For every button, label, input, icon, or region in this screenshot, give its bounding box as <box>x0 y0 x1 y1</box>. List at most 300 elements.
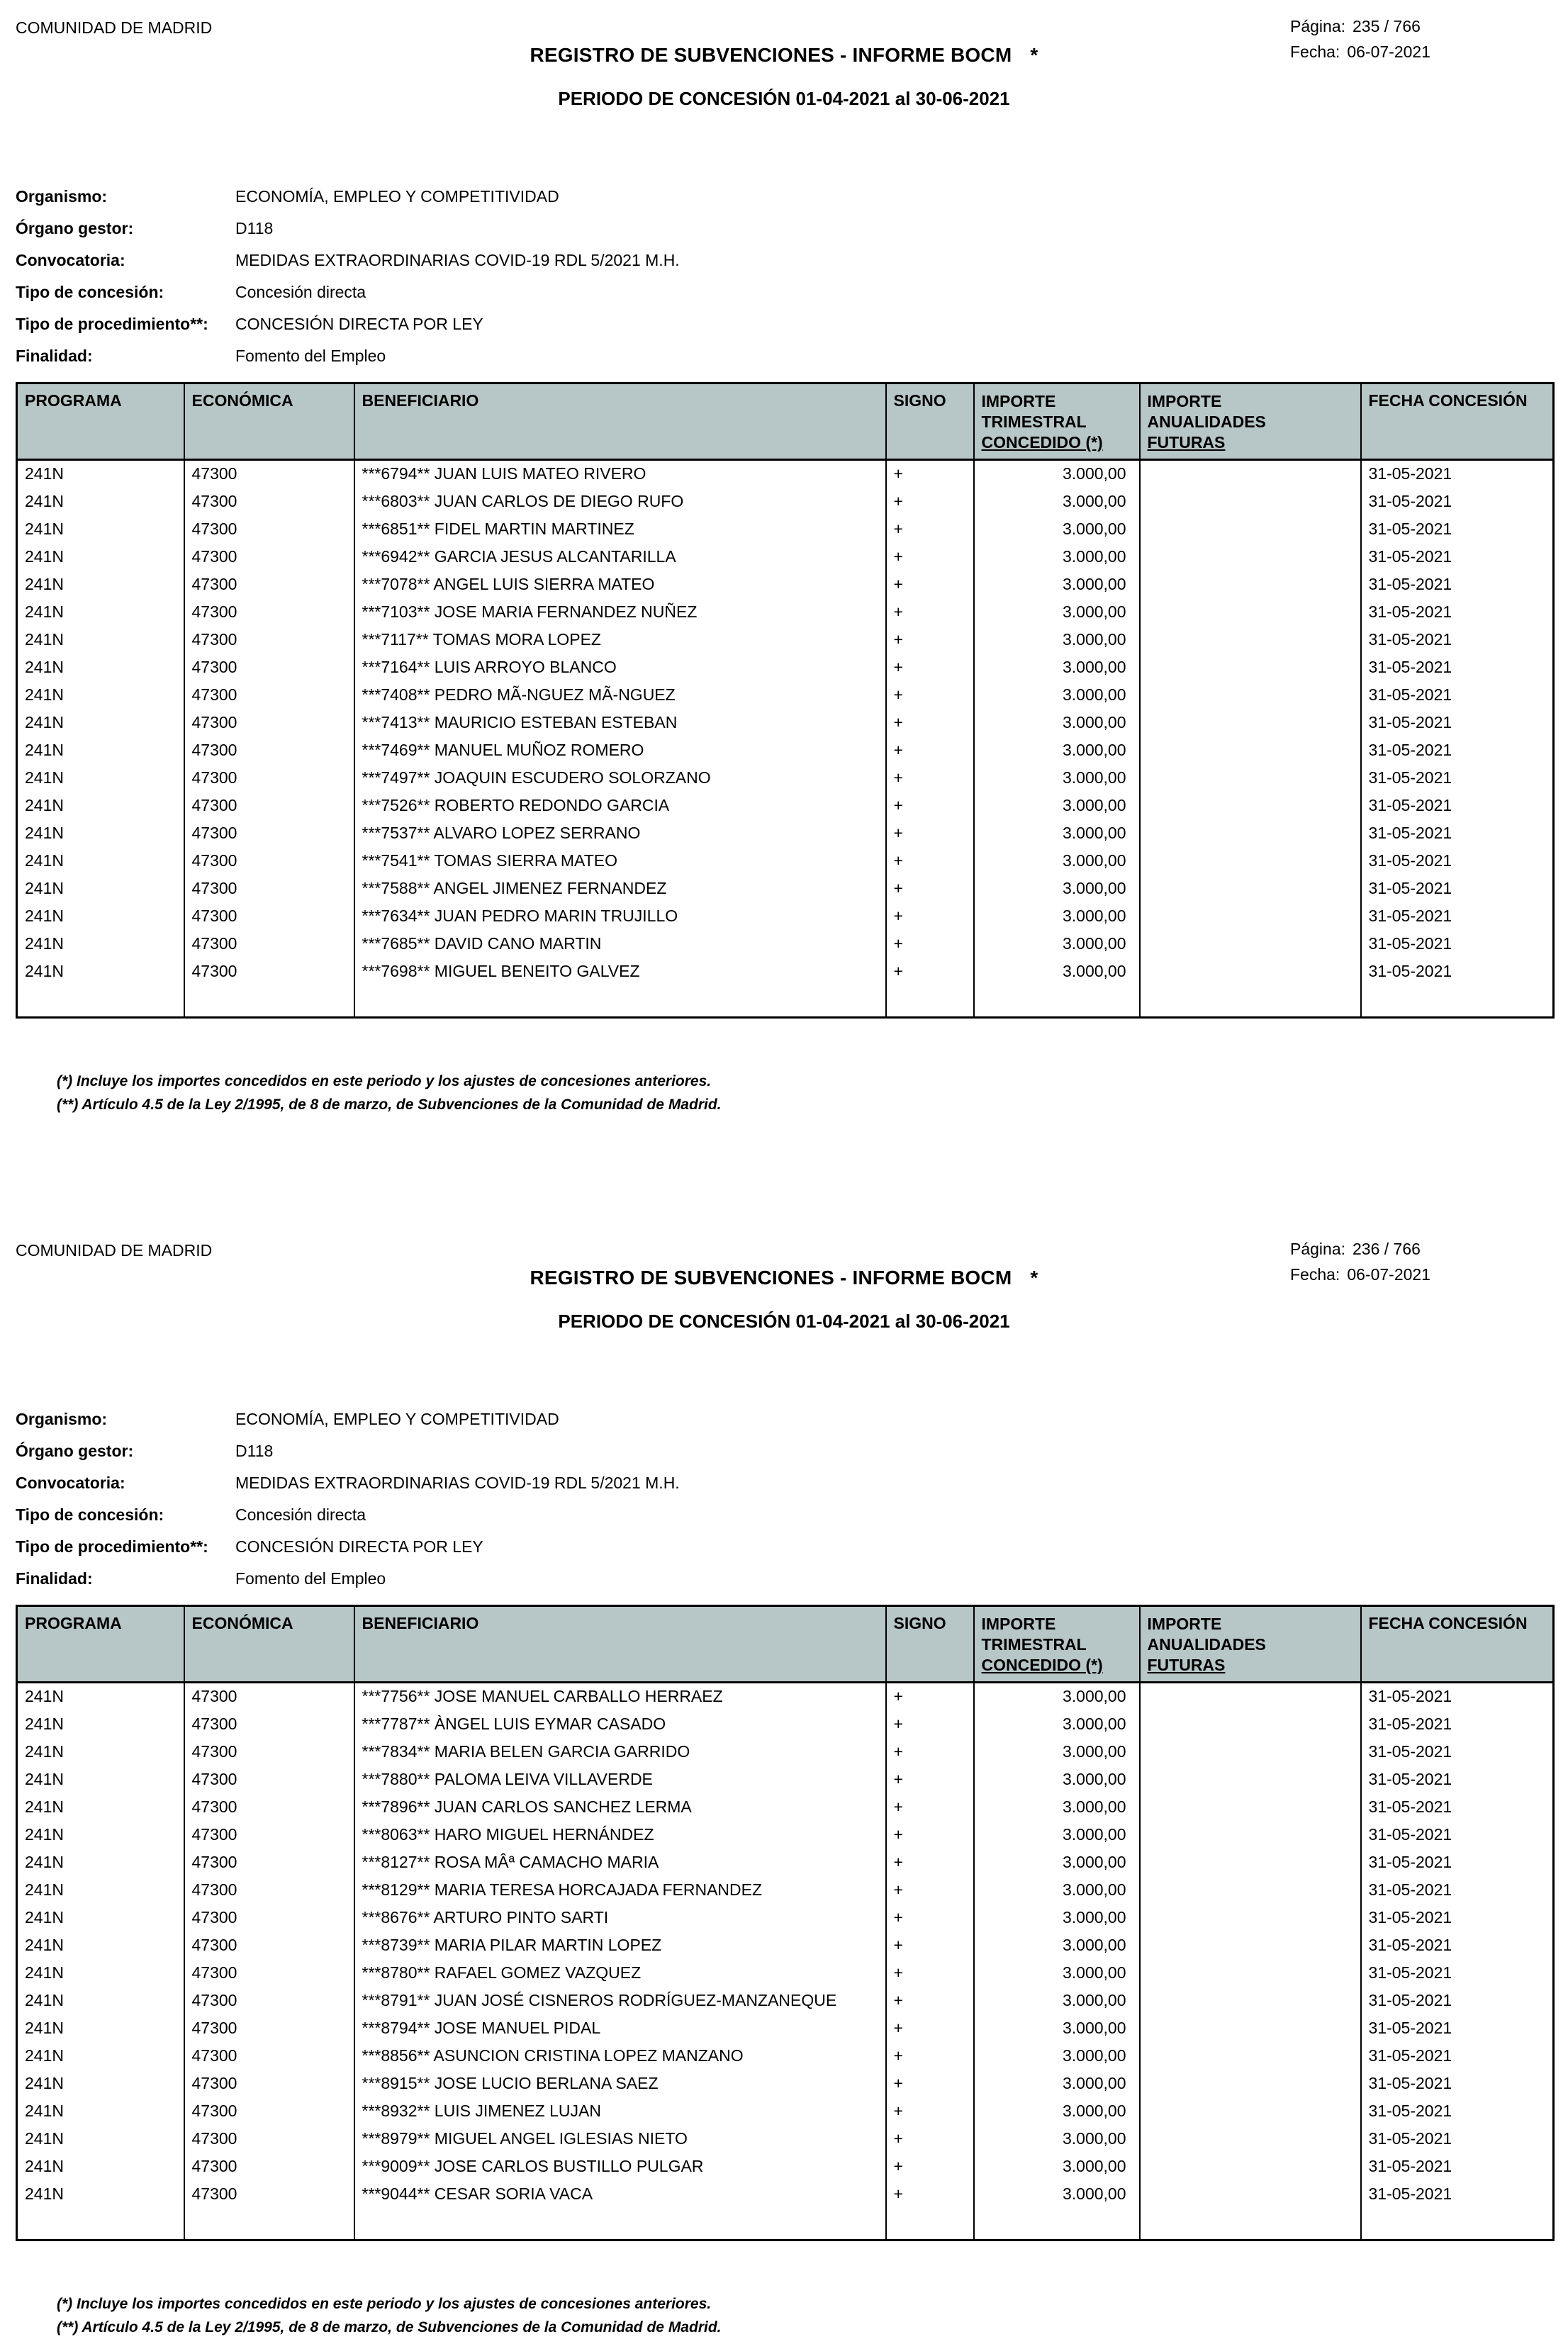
meta-row <box>16 1563 1552 1595</box>
cell-importe-anualidades <box>1140 515 1361 543</box>
cell-importe-anualidades <box>1140 2125 1361 2153</box>
cell-importe-anualidades <box>1140 2097 1361 2125</box>
cell-beneficiario: ***8127** ROSA MÂª CAMACHO MARIA <box>354 1849 886 1876</box>
grant-row <box>17 571 1554 598</box>
grant-row <box>17 1931 1554 1959</box>
meta-label: Finalidad: <box>16 347 93 365</box>
cell-beneficiario: ***7634** JUAN PEDRO MARIN TRUJILLO <box>354 902 886 930</box>
grant-row <box>17 736 1554 764</box>
cell-beneficiario: ***7526** ROBERTO REDONDO GARCIA <box>354 792 886 819</box>
cell-beneficiario: ***7078** ANGEL LUIS SIERRA MATEO <box>354 571 886 598</box>
meta-row <box>16 1467 1552 1499</box>
cell-importe-anualidades <box>1140 792 1361 819</box>
cell-programa: 241N <box>25 685 64 704</box>
cell-beneficiario: ***6851** FIDEL MARTIN MARTINEZ <box>354 515 886 543</box>
grant-row <box>17 681 1554 709</box>
cell-fecha-concesion: 31-05-2021 <box>1361 626 1554 654</box>
cell-signo: + <box>886 958 974 985</box>
entity-name: COMUNIDAD DE MADRID <box>16 1241 213 1260</box>
cell-importe-trimestral: 3.000,00 <box>974 515 1140 543</box>
col-importe-trimestral: IMPORTE TRIMESTRAL CONCEDIDO (*) <box>974 1606 1140 1683</box>
cell-economica: 47300 <box>184 2125 354 2153</box>
cell-fecha-concesion: 31-05-2021 <box>1361 875 1554 902</box>
cell-fecha-concesion: 31-05-2021 <box>1361 571 1554 598</box>
page-number-label: Página: <box>1290 17 1346 35</box>
cell-importe-trimestral: 3.000,00 <box>974 626 1140 654</box>
cell-programa: 241N <box>25 546 64 566</box>
grant-row <box>17 488 1554 515</box>
report-title <box>320 44 1248 67</box>
cell-beneficiario: ***8856** ASUNCION CRISTINA LOPEZ MANZANO <box>354 2042 886 2070</box>
table-header-row <box>17 1606 1554 1683</box>
cell-beneficiario: ***7537** ALVARO LOPEZ SERRANO <box>354 819 886 847</box>
cell-programa: 241N <box>25 1880 64 1899</box>
cell-fecha-concesion: 31-05-2021 <box>1361 819 1554 847</box>
cell-programa: 241N <box>25 933 64 953</box>
cell-importe-trimestral: 3.000,00 <box>974 2070 1140 2097</box>
cell-economica: 47300 <box>184 792 354 819</box>
date-value: 06-07-2021 <box>1347 1265 1430 1284</box>
cell-importe-trimestral: 3.000,00 <box>974 792 1140 819</box>
cell-importe-anualidades <box>1140 2070 1361 2097</box>
grant-row <box>17 460 1554 488</box>
report-title-text: REGISTRO DE SUBVENCIONES - INFORME BOCM <box>530 1267 1012 1289</box>
meta-label: Finalidad: <box>16 1569 93 1588</box>
cell-economica: 47300 <box>184 1766 354 1793</box>
cell-beneficiario: ***9044** CESAR SORIA VACA <box>354 2180 886 2208</box>
cell-fecha-concesion: 31-05-2021 <box>1361 1931 1554 1959</box>
cell-economica: 47300 <box>184 930 354 958</box>
table-filler-row <box>17 985 1554 1018</box>
cell-economica: 47300 <box>184 819 354 847</box>
footnote-2: (**) Artículo 4.5 de la Ley 2/1995, de 8 de marzo, de Subvenciones de la Comunidad de Madrid. <box>57 1096 722 1113</box>
grant-row <box>17 847 1554 875</box>
cell-beneficiario: ***7413** MAURICIO ESTEBAN ESTEBAN <box>354 709 886 736</box>
cell-programa: 241N <box>25 1797 64 1816</box>
cell-fecha-concesion: 31-05-2021 <box>1361 792 1554 819</box>
cell-importe-anualidades <box>1140 764 1361 792</box>
cell-fecha-concesion: 31-05-2021 <box>1361 764 1554 792</box>
cell-beneficiario: ***7588** ANGEL JIMENEZ FERNANDEZ <box>354 875 886 902</box>
cell-fecha-concesion: 31-05-2021 <box>1361 488 1554 515</box>
cell-signo: + <box>886 1821 974 1849</box>
cell-importe-trimestral: 3.000,00 <box>974 764 1140 792</box>
cell-beneficiario: ***9009** JOSE CARLOS BUSTILLO PULGAR <box>354 2153 886 2180</box>
cell-economica: 47300 <box>184 681 354 709</box>
grant-row <box>17 1904 1554 1931</box>
cell-economica: 47300 <box>184 1904 354 1931</box>
cell-importe-anualidades <box>1140 626 1361 654</box>
cell-fecha-concesion: 31-05-2021 <box>1361 2153 1554 2180</box>
cell-fecha-concesion: 31-05-2021 <box>1361 598 1554 626</box>
report-page <box>0 0 1568 1116</box>
cell-importe-anualidades <box>1140 1904 1361 1931</box>
cell-economica: 47300 <box>184 460 354 488</box>
cell-programa: 241N <box>25 1741 64 1761</box>
meta-label: Tipo de procedimiento**: <box>16 1537 208 1556</box>
cell-beneficiario: ***8791** JUAN JOSÉ CISNEROS RODRÍGUEZ-MANZANEQUE <box>354 1987 886 2014</box>
cell-economica: 47300 <box>184 515 354 543</box>
grant-row <box>17 1959 1554 1987</box>
cell-signo: + <box>886 819 974 847</box>
cell-economica: 47300 <box>184 1683 354 1710</box>
cell-beneficiario: ***7787** ÀNGEL LUIS EYMAR CASADO <box>354 1710 886 1738</box>
report-page <box>0 1223 1568 2339</box>
cell-signo: + <box>886 571 974 598</box>
cell-importe-trimestral: 3.000,00 <box>974 1904 1140 1931</box>
grant-row <box>17 1987 1554 2014</box>
cell-importe-anualidades <box>1140 902 1361 930</box>
meta-value: Concesión directa <box>235 283 366 301</box>
cell-importe-trimestral: 3.000,00 <box>974 736 1140 764</box>
cell-signo: + <box>886 1987 974 2014</box>
report-title <box>320 1267 1248 1289</box>
cell-importe-trimestral: 3.000,00 <box>974 1876 1140 1904</box>
grant-row <box>17 1683 1554 1710</box>
col-signo: SIGNO <box>886 1606 974 1683</box>
grant-row <box>17 1738 1554 1766</box>
title-block <box>320 1238 1248 1333</box>
meta-value: Fomento del Empleo <box>235 347 386 365</box>
cell-beneficiario: ***8979** MIGUEL ANGEL IGLESIAS NIETO <box>354 2125 886 2153</box>
grant-row <box>17 764 1554 792</box>
cell-economica: 47300 <box>184 1876 354 1904</box>
cell-economica: 47300 <box>184 875 354 902</box>
page-number-value: 235 / 766 <box>1353 17 1421 35</box>
cell-programa: 241N <box>25 464 64 483</box>
meta-label: Tipo de concesión: <box>16 283 164 301</box>
cell-economica: 47300 <box>184 902 354 930</box>
grant-row <box>17 626 1554 654</box>
cell-importe-anualidades <box>1140 488 1361 515</box>
cell-beneficiario: ***8780** RAFAEL GOMEZ VAZQUEZ <box>354 1959 886 1987</box>
cell-importe-anualidades <box>1140 847 1361 875</box>
cell-economica: 47300 <box>184 598 354 626</box>
cell-programa: 241N <box>25 823 64 842</box>
col-fecha-concesion: FECHA CONCESIÓN <box>1361 383 1554 460</box>
meta-value: D118 <box>235 1442 274 1460</box>
cell-beneficiario: ***8915** JOSE LUCIO BERLANA SAEZ <box>354 2070 886 2097</box>
cell-beneficiario: ***7896** JUAN CARLOS SANCHEZ LERMA <box>354 1793 886 1821</box>
footnotes <box>57 1070 1552 1116</box>
footnote-1: (*) Incluye los importes concedidos en este periodo y los ajustes de concesiones anteriores. <box>57 1073 712 1089</box>
grant-row <box>17 598 1554 626</box>
grant-row <box>17 2180 1554 2208</box>
cell-programa: 241N <box>25 740 64 759</box>
cell-beneficiario: ***7685** DAVID CANO MARTIN <box>354 930 886 958</box>
cell-importe-trimestral: 3.000,00 <box>974 930 1140 958</box>
cell-economica: 47300 <box>184 736 354 764</box>
col-importe-anualidades: IMPORTE ANUALIDADES FUTURAS <box>1140 383 1361 460</box>
cell-importe-anualidades <box>1140 1710 1361 1738</box>
cell-signo: + <box>886 2180 974 2208</box>
cell-signo: + <box>886 709 974 736</box>
meta-row <box>16 245 1552 276</box>
cell-signo: + <box>886 764 974 792</box>
cell-programa: 241N <box>25 1687 64 1706</box>
cell-signo: + <box>886 2070 974 2097</box>
cell-fecha-concesion: 31-05-2021 <box>1361 460 1554 488</box>
page-header <box>16 0 1552 110</box>
cell-importe-trimestral: 3.000,00 <box>974 709 1140 736</box>
cell-signo: + <box>886 654 974 681</box>
meta-row <box>16 308 1552 340</box>
cell-economica: 47300 <box>184 2042 354 2070</box>
cell-importe-anualidades <box>1140 1931 1361 1959</box>
cell-beneficiario: ***7834** MARIA BELEN GARCIA GARRIDO <box>354 1738 886 1766</box>
cell-importe-trimestral: 3.000,00 <box>974 847 1140 875</box>
cell-fecha-concesion: 31-05-2021 <box>1361 1738 1554 1766</box>
cell-fecha-concesion: 31-05-2021 <box>1361 2042 1554 2070</box>
cell-importe-trimestral: 3.000,00 <box>974 1821 1140 1849</box>
report-title-text: REGISTRO DE SUBVENCIONES - INFORME BOCM <box>530 44 1012 66</box>
grant-row <box>17 515 1554 543</box>
cell-programa: 241N <box>25 2128 64 2148</box>
cell-signo: + <box>886 847 974 875</box>
cell-importe-anualidades <box>1140 1766 1361 1793</box>
cell-economica: 47300 <box>184 847 354 875</box>
cell-signo: + <box>886 1766 974 1793</box>
cell-beneficiario: ***7469** MANUEL MUÑOZ ROMERO <box>354 736 886 764</box>
cell-importe-trimestral: 3.000,00 <box>974 543 1140 571</box>
cell-signo: + <box>886 875 974 902</box>
cell-signo: + <box>886 1959 974 1987</box>
cell-beneficiario: ***8932** LUIS JIMENEZ LUJAN <box>354 2097 886 2125</box>
cell-signo: + <box>886 1904 974 1931</box>
meta-value: CONCESIÓN DIRECTA POR LEY <box>235 1537 483 1556</box>
col-economica: ECONÓMICA <box>184 1606 354 1683</box>
meta-row <box>16 276 1552 308</box>
cell-economica: 47300 <box>184 1793 354 1821</box>
cell-fecha-concesion: 31-05-2021 <box>1361 1876 1554 1904</box>
cell-importe-anualidades <box>1140 875 1361 902</box>
meta-label: Convocatoria: <box>16 1474 125 1492</box>
grant-row <box>17 930 1554 958</box>
cell-fecha-concesion: 31-05-2021 <box>1361 847 1554 875</box>
meta-label: Organismo: <box>16 187 108 206</box>
grant-row <box>17 1710 1554 1738</box>
cell-fecha-concesion: 31-05-2021 <box>1361 543 1554 571</box>
cell-programa: 241N <box>25 1852 64 1871</box>
cell-importe-trimestral: 3.000,00 <box>974 1766 1140 1793</box>
cell-signo: + <box>886 930 974 958</box>
cell-importe-trimestral: 3.000,00 <box>974 681 1140 709</box>
grant-row <box>17 875 1554 902</box>
cell-programa: 241N <box>25 1990 64 2009</box>
col-programa: PROGRAMA <box>17 1606 184 1683</box>
cell-fecha-concesion: 31-05-2021 <box>1361 1959 1554 1987</box>
cell-beneficiario: ***8063** HARO MIGUEL HERNÁNDEZ <box>354 1821 886 1849</box>
cell-fecha-concesion: 31-05-2021 <box>1361 1683 1554 1710</box>
cell-signo: + <box>886 1683 974 1710</box>
cell-fecha-concesion: 31-05-2021 <box>1361 1987 1554 2014</box>
cell-programa: 241N <box>25 795 64 814</box>
title-asterisk: * <box>1030 1267 1038 1289</box>
cell-importe-anualidades <box>1140 2042 1361 2070</box>
cell-importe-anualidades <box>1140 709 1361 736</box>
report-subtitle: PERIODO DE CONCESIÓN 01-04-2021 al 30-06-2021 <box>558 88 1010 109</box>
cell-importe-trimestral: 3.000,00 <box>974 2180 1140 2208</box>
title-asterisk: * <box>1030 44 1038 66</box>
entity-name: COMUNIDAD DE MADRID <box>16 18 213 37</box>
report-subtitle: PERIODO DE CONCESIÓN 01-04-2021 al 30-06-2021 <box>558 1311 1010 1332</box>
cell-beneficiario: ***7408** PEDRO MÃ-NGUEZ MÃ-NGUEZ <box>354 681 886 709</box>
cell-beneficiario: ***6794** JUAN LUIS MATEO RIVERO <box>354 460 886 488</box>
col-importe-trimestral: IMPORTE TRIMESTRAL CONCEDIDO (*) <box>974 383 1140 460</box>
grants-table <box>16 1605 1555 2241</box>
grant-row <box>17 902 1554 930</box>
cell-importe-anualidades <box>1140 681 1361 709</box>
grant-row <box>17 958 1554 985</box>
cell-beneficiario: ***7164** LUIS ARROYO BLANCO <box>354 654 886 681</box>
cell-importe-anualidades <box>1140 543 1361 571</box>
cell-importe-anualidades <box>1140 1849 1361 1876</box>
footnote-2: (**) Artículo 4.5 de la Ley 2/1995, de 8 de marzo, de Subvenciones de la Comunidad de Madrid. <box>57 2319 722 2335</box>
cell-fecha-concesion: 31-05-2021 <box>1361 681 1554 709</box>
page-number-value: 236 / 766 <box>1353 1240 1421 1258</box>
cell-importe-trimestral: 3.000,00 <box>974 2125 1140 2153</box>
cell-importe-trimestral: 3.000,00 <box>974 1959 1140 1987</box>
cell-importe-trimestral: 3.000,00 <box>974 1793 1140 1821</box>
cell-fecha-concesion: 31-05-2021 <box>1361 2070 1554 2097</box>
cell-economica: 47300 <box>184 2097 354 2125</box>
cell-programa: 241N <box>25 519 64 538</box>
cell-signo: + <box>886 2014 974 2042</box>
cell-economica: 47300 <box>184 764 354 792</box>
cell-programa: 241N <box>25 1935 64 1954</box>
cell-fecha-concesion: 31-05-2021 <box>1361 709 1554 736</box>
cell-signo: + <box>886 2042 974 2070</box>
footnotes <box>57 2292 1552 2339</box>
col-fecha-concesion: FECHA CONCESIÓN <box>1361 1606 1554 1683</box>
cell-programa: 241N <box>25 2046 64 2065</box>
meta-value: Fomento del Empleo <box>235 1569 386 1588</box>
meta-row <box>16 340 1552 372</box>
cell-importe-trimestral: 3.000,00 <box>974 958 1140 985</box>
cell-programa: 241N <box>25 2101 64 2120</box>
page-info <box>1248 16 1552 68</box>
cell-programa: 241N <box>25 491 64 510</box>
cell-importe-anualidades <box>1140 2180 1361 2208</box>
cell-importe-trimestral: 3.000,00 <box>974 1683 1140 1710</box>
cell-importe-anualidades <box>1140 1738 1361 1766</box>
table-filler-row <box>17 2208 1554 2240</box>
grant-row <box>17 2097 1554 2125</box>
cell-fecha-concesion: 31-05-2021 <box>1361 1710 1554 1738</box>
cell-signo: + <box>886 902 974 930</box>
cell-importe-anualidades <box>1140 1987 1361 2014</box>
cell-programa: 241N <box>25 2018 64 2037</box>
grant-row <box>17 543 1554 571</box>
page-number-label: Página: <box>1290 1240 1346 1258</box>
cell-economica: 47300 <box>184 1849 354 1876</box>
cell-fecha-concesion: 31-05-2021 <box>1361 2180 1554 2208</box>
meta-value: D118 <box>235 219 274 237</box>
cell-beneficiario: ***7541** TOMAS SIERRA MATEO <box>354 847 886 875</box>
cell-programa: 241N <box>25 1714 64 1733</box>
meta-row <box>16 213 1552 245</box>
cell-programa: 241N <box>25 2073 64 2092</box>
cell-programa: 241N <box>25 1824 64 1844</box>
cell-programa: 241N <box>25 602 64 621</box>
page-info <box>1248 1238 1552 1291</box>
cell-signo: + <box>886 2097 974 2125</box>
cell-economica: 47300 <box>184 626 354 654</box>
grants-table <box>16 382 1555 1019</box>
grant-row <box>17 2070 1554 2097</box>
cell-importe-anualidades <box>1140 736 1361 764</box>
meta-label: Órgano gestor: <box>16 1442 134 1460</box>
cell-programa: 241N <box>25 1769 64 1788</box>
cell-importe-trimestral: 3.000,00 <box>974 875 1140 902</box>
cell-importe-trimestral: 3.000,00 <box>974 902 1140 930</box>
cell-importe-anualidades <box>1140 571 1361 598</box>
grant-row <box>17 2042 1554 2070</box>
cell-economica: 47300 <box>184 488 354 515</box>
cell-beneficiario: ***6942** GARCIA JESUS ALCANTARILLA <box>354 543 886 571</box>
meta-label: Tipo de concesión: <box>16 1505 164 1524</box>
cell-signo: + <box>886 792 974 819</box>
cell-fecha-concesion: 31-05-2021 <box>1361 736 1554 764</box>
cell-importe-trimestral: 3.000,00 <box>974 488 1140 515</box>
col-beneficiario: BENEFICIARIO <box>354 1606 886 1683</box>
date-value: 06-07-2021 <box>1347 43 1430 61</box>
cell-fecha-concesion: 31-05-2021 <box>1361 2097 1554 2125</box>
meta-value: ECONOMÍA, EMPLEO Y COMPETITIVIDAD <box>235 187 559 206</box>
meta-label: Tipo de procedimiento**: <box>16 315 208 333</box>
cell-beneficiario: ***7698** MIGUEL BENEITO GALVEZ <box>354 958 886 985</box>
cell-fecha-concesion: 31-05-2021 <box>1361 902 1554 930</box>
cell-importe-trimestral: 3.000,00 <box>974 654 1140 681</box>
cell-importe-anualidades <box>1140 2014 1361 2042</box>
col-economica: ECONÓMICA <box>184 383 354 460</box>
cell-economica: 47300 <box>184 709 354 736</box>
grant-row <box>17 654 1554 681</box>
meta-row <box>16 1435 1552 1467</box>
cell-signo: + <box>886 736 974 764</box>
cell-fecha-concesion: 31-05-2021 <box>1361 1766 1554 1793</box>
cell-programa: 241N <box>25 2184 64 2203</box>
cell-beneficiario: ***8739** MARIA PILAR MARTIN LOPEZ <box>354 1931 886 1959</box>
cell-programa: 241N <box>25 712 64 731</box>
cell-signo: + <box>886 2125 974 2153</box>
cell-importe-anualidades <box>1140 1683 1361 1710</box>
cell-signo: + <box>886 2153 974 2180</box>
cell-economica: 47300 <box>184 2070 354 2097</box>
cell-importe-trimestral: 3.000,00 <box>974 2097 1140 2125</box>
cell-fecha-concesion: 31-05-2021 <box>1361 2125 1554 2153</box>
cell-fecha-concesion: 31-05-2021 <box>1361 930 1554 958</box>
cell-importe-anualidades <box>1140 930 1361 958</box>
cell-beneficiario: ***8794** JOSE MANUEL PIDAL <box>354 2014 886 2042</box>
cell-beneficiario: ***6803** JUAN CARLOS DE DIEGO RUFO <box>354 488 886 515</box>
cell-signo: + <box>886 681 974 709</box>
date-label: Fecha: <box>1290 1265 1340 1284</box>
cell-importe-trimestral: 3.000,00 <box>974 1931 1140 1959</box>
col-programa: PROGRAMA <box>17 383 184 460</box>
meta-value: CONCESIÓN DIRECTA POR LEY <box>235 315 483 333</box>
cell-importe-trimestral: 3.000,00 <box>974 1738 1140 1766</box>
cell-economica: 47300 <box>184 2180 354 2208</box>
cell-importe-anualidades <box>1140 1793 1361 1821</box>
cell-importe-trimestral: 3.000,00 <box>974 571 1140 598</box>
grant-row <box>17 1766 1554 1793</box>
footnote-1: (*) Incluye los importes concedidos en este periodo y los ajustes de concesiones anteriores. <box>57 2296 712 2312</box>
cell-signo: + <box>886 515 974 543</box>
cell-importe-anualidades <box>1140 2153 1361 2180</box>
cell-signo: + <box>886 488 974 515</box>
cell-programa: 241N <box>25 657 64 676</box>
